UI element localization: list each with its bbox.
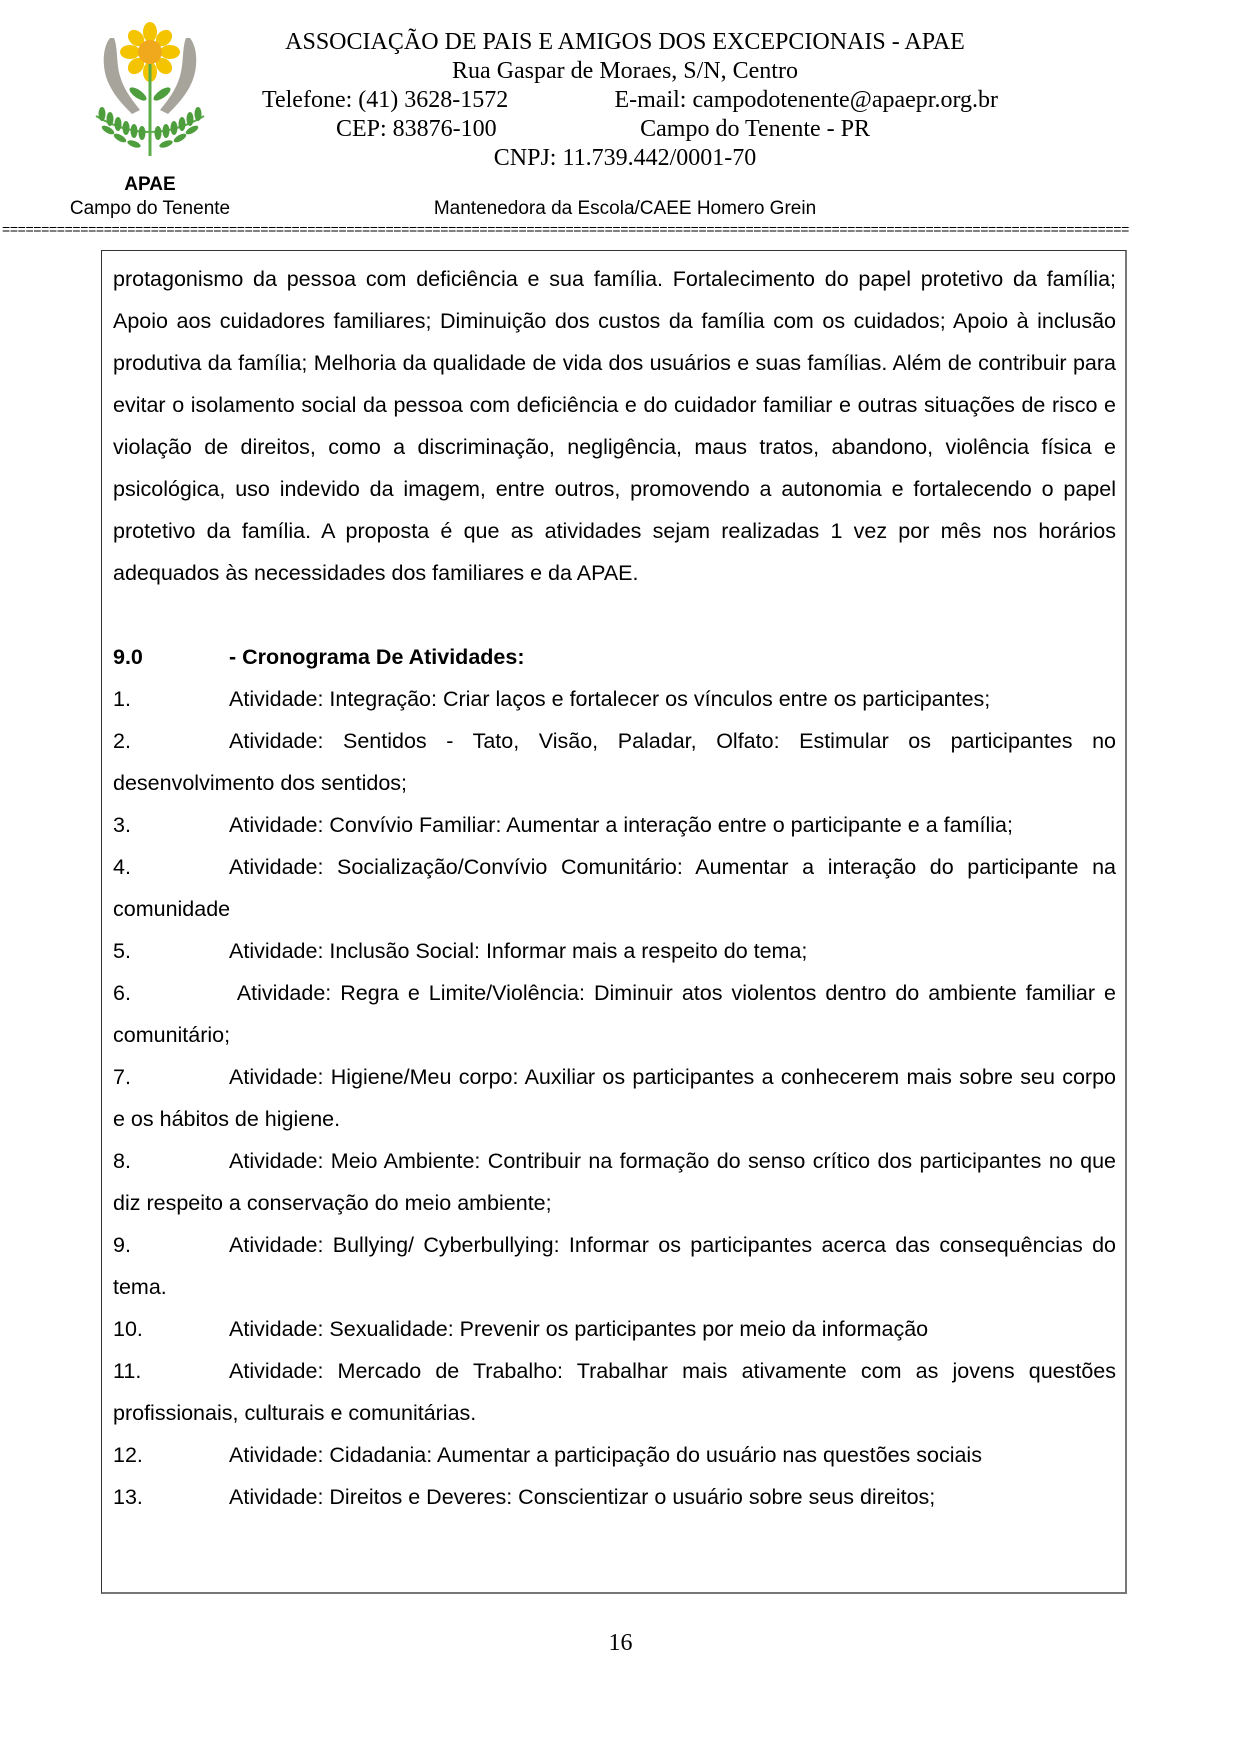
org-email: E-mail: campodotenente@apaepr.org.br <box>614 87 998 113</box>
activity-item: 11. Atividade: Mercado de Trabalho: Trabalhar mais ativamente com as jovens questões profissionais, culturais e comunitárias. <box>113 1359 1116 1425</box>
org-name: ASSOCIAÇÃO DE PAIS E AMIGOS DOS EXCEPCIONAIS - APAE <box>285 29 965 55</box>
location-row <box>250 115 1000 144</box>
activity-item: 8. Atividade: Meio Ambiente: Contribuir na formação do senso crítico dos participantes no que diz respeito a conservação do meio ambiente; <box>113 1149 1116 1215</box>
activity-item: 1. Atividade: Integração: Criar laços e fortalecer os vínculos entre os participantes; <box>113 687 991 711</box>
section-title: - Cronograma De Atividades: <box>229 645 525 669</box>
activity-list <box>113 678 1116 1518</box>
org-city-state: Campo do Tenente - PR <box>640 116 870 142</box>
logo-name: APAE <box>124 174 176 195</box>
section-number: 9.0 <box>113 645 143 669</box>
contact-row <box>250 86 1000 115</box>
org-address: Rua Gaspar de Moraes, S/N, Centro <box>452 58 798 84</box>
activity-item: 13. Atividade: Direitos e Deveres: Conscientizar o usuário sobre seus direitos; <box>113 1485 936 1509</box>
activity-item: 3. Atividade: Convívio Familiar: Aumentar a interação entre o participante e a família; <box>113 813 1013 837</box>
apae-logo-icon <box>80 18 220 158</box>
document-body <box>113 258 1116 1518</box>
org-phone: Telefone: (41) 3628-1572 <box>262 87 509 113</box>
activity-item: 2. Atividade: Sentidos - Tato, Visão, Paladar, Olfato: Estimular os participantes no desenvolvimento dos sentidos; <box>113 729 1116 795</box>
activity-item: 12. Atividade: Cidadania: Aumentar a participação do usuário nas questões sociais <box>113 1443 982 1467</box>
spacer <box>113 594 1116 636</box>
organization-info <box>250 28 1000 173</box>
org-cnpj: CNPJ: 11.739.442/0001-70 <box>493 145 757 171</box>
logo-city: Campo do Tenente <box>69 198 231 219</box>
activity-item: 4. Atividade: Socialização/Convívio Comunitário: Aumentar a interação do participante na comunidade <box>113 855 1116 921</box>
activity-item: 9. Atividade: Bullying/ Cyberbullying: Informar os participantes acerca das consequências do tema. <box>113 1233 1116 1299</box>
letterhead <box>0 0 1241 240</box>
mantenedora-line: Mantenedora da Escola/CAEE Homero Grein <box>433 198 817 219</box>
activity-item: 7. Atividade: Higiene/Meu corpo: Auxiliar os participantes a conhecerem mais sobre seu corpo e os hábitos de higiene. <box>113 1065 1116 1131</box>
page-number: 16 <box>608 1630 633 1656</box>
activity-item: 10. Atividade: Sexualidade: Prevenir os participantes por meio da informação <box>113 1317 929 1341</box>
activity-item: 6. Atividade: Regra e Limite/Violência: Diminuir atos violentos dentro do ambiente familiar e comunitário; <box>113 981 1116 1047</box>
intro-paragraph: protagonismo da pessoa com deficiência e sua família. Fortalecimento do papel protetivo da família; Apoio aos cuidadores familiares; Diminuição dos custos da família com os cuidados; Apoio à inclusão produtiva da família; Melhoria da qualidade de vida dos usuários e suas famílias. Além de contribuir para evitar o isolamento social da pessoa com deficiência e do cuidador familiar e outras situações de risco e violação de direitos, como a discriminação, negligência, maus tratos, abandono, violência física e psicológica, uso indevido da imagem, entre outros, promovendo a autonomia e fortalecendo o papel protetivo da família. A proposta é que as atividades sejam realizadas 1 vez por mês nos horários adequados às necessidades dos familiares e da APAE. <box>113 267 1116 585</box>
activity-item: 5. Atividade: Inclusão Social: Informar mais a respeito do tema; <box>113 939 808 963</box>
section-heading <box>113 636 1116 678</box>
org-cep: CEP: 83876-100 <box>336 116 497 142</box>
header-divider: ================================================================================================================================================ <box>2 222 1129 236</box>
